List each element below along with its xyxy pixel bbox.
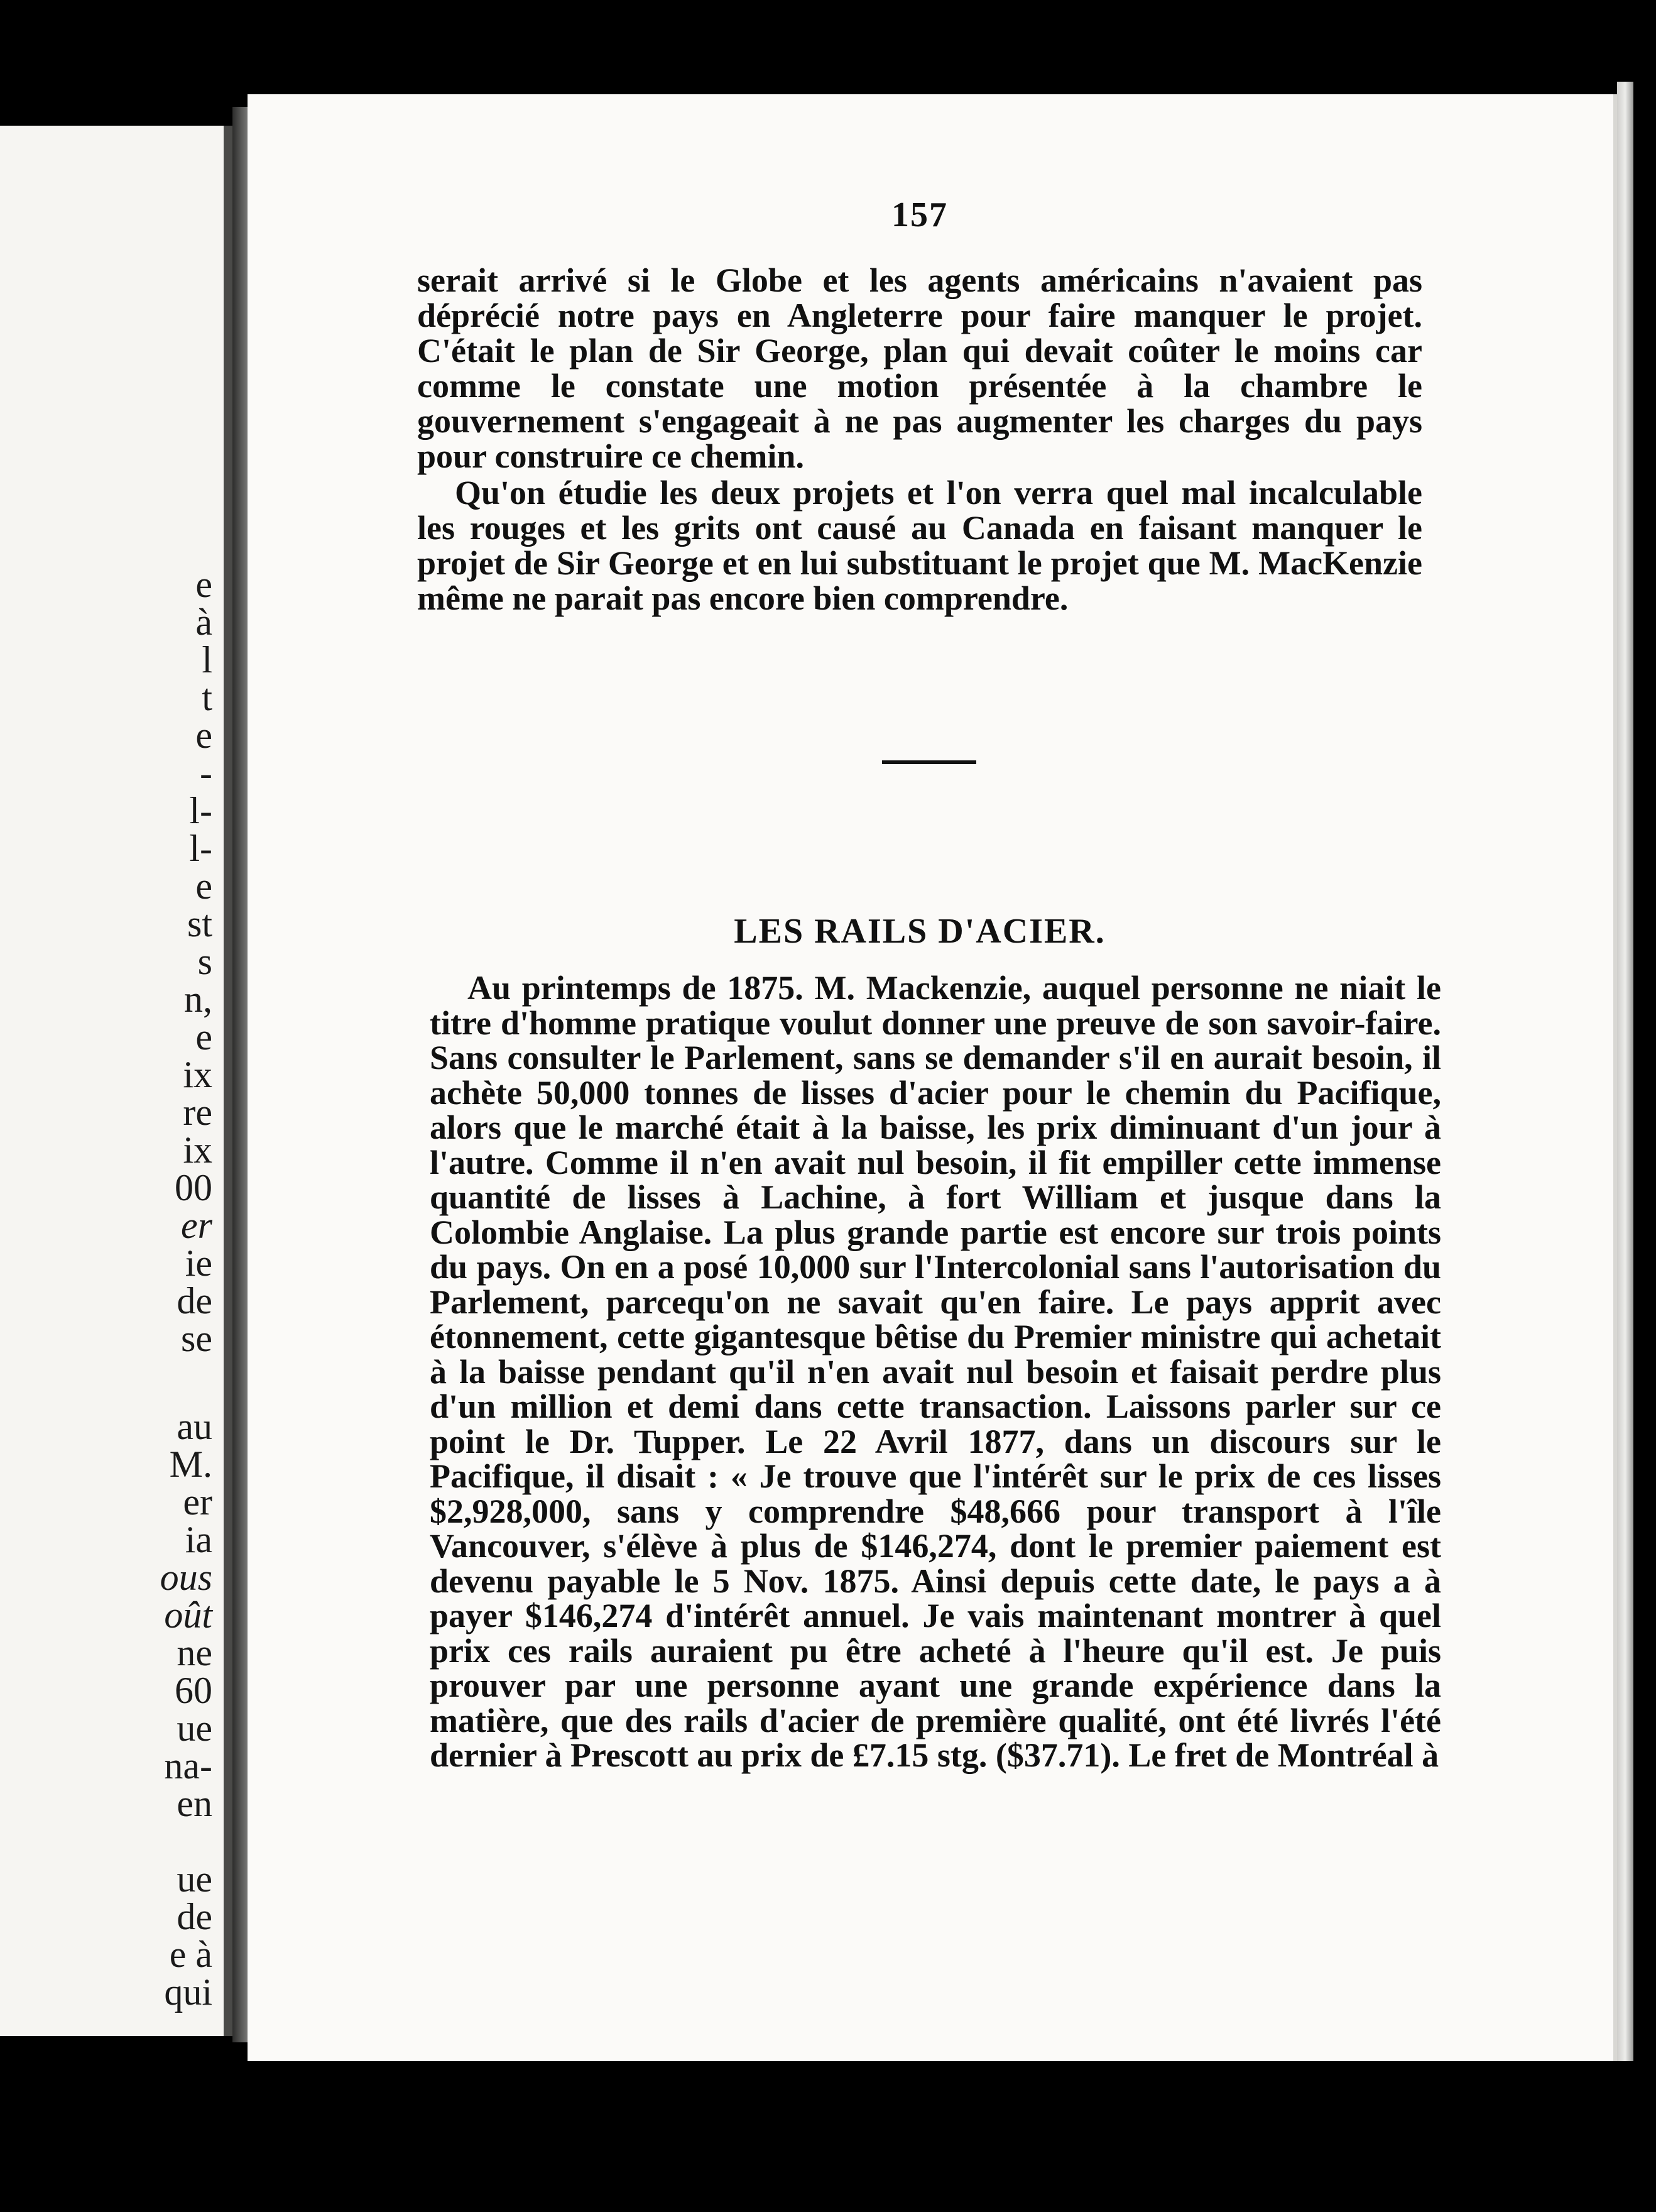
left-fragment: ix [183,1054,212,1095]
left-fragment: en [177,1783,212,1824]
left-fragment: - [200,752,212,794]
left-fragment: au [177,1406,212,1447]
left-fragment: ia [185,1519,212,1560]
left-fragment: st [187,903,212,944]
left-fragment: se [181,1318,212,1359]
left-fragment: M. [169,1443,212,1485]
left-fragment: na- [164,1745,212,1787]
left-fragment: t [202,677,212,718]
left-fragment: ue [177,1858,212,1900]
left-fragment: e [195,564,212,605]
left-fragment: 00 [175,1167,212,1208]
section-title: LES RAILS D'ACIER. [734,912,1106,951]
left-fragment: e [195,1016,212,1058]
left-fragment: ix [183,1129,212,1171]
left-fragment: e à [169,1934,212,1975]
page-number: 157 [891,195,948,234]
paragraph-2: Qu'on étudie les deux projets et l'on verra quel mal incalculable les rouges et les grits ont causé au Canada en faisant manquer le projet de Sir George et en lui substituant le projet que M. MacKenzie même ne parait pas encore bien comprendre. [417,474,1422,617]
left-fragment: er [181,1205,212,1246]
left-fragment: l [202,639,212,681]
left-fragment: s [197,941,212,982]
main-page [248,94,1617,2061]
page-edge [1617,82,1633,2061]
left-fragment: er [183,1481,212,1523]
left-fragment: ous [160,1557,212,1598]
left-fragment: oût [164,1594,212,1636]
left-fragment: ie [185,1242,212,1284]
left-fragment: de [177,1896,212,1937]
left-fragment: 60 [175,1670,212,1711]
left-page-fragment [0,126,232,2036]
left-fragment: ue [177,1707,212,1749]
section-divider [882,760,976,764]
left-fragment: e [195,865,212,907]
left-fragment: l- [189,828,212,869]
left-fragment: ne [177,1632,212,1673]
paragraph-3: Au printemps de 1875. M. Mackenzie, auquel personne ne niait le titre d'homme pratique voulut donner une preuve de son savoir-faire. Sans consulter le Parlement, sans se demander s'il en aurait besoin, il achète 50,000 tonnes de lisses d'acier pour le chemin du Pacifique, alors que le marché était à la baisse, les prix diminuant d'un jour à l'autre. Comme il n'en avait nul besoin, il fit empiller cette immense quantité de lisses à Lachine, à fort William et jusque dans la Colombie Anglaise. La plus grande partie est encore sur trois points du pays. On en a posé 10,000 sur l'Intercolonial sans l'autorisation du Parlement, parcequ'on ne savait qu'en faire. Le pays apprit avec étonnement, cette gigantesque bêtise du Premier ministre qui achetait à la baisse pendant qu'il n'en avait nul besoin et faisait perdre plus d'un million et demi dans cette transaction. Laissons parler sur ce point le Dr. Tupper. Le 22 Avril 1877, dans un discours sur le Pacifique, il disait : « Je trouve que l'intérêt sur le prix de ces lisses $2,928,000, sans y comprendre $48,666 pour transport à l'île Vancouver, s'élève à plus de $146,274, dont le premier paiement est devenu payable le 5 Nov. 1875. Ainsi depuis cette date, le pays a à payer $146,274 d'intérêt annuel. Je vais maintenant montrer à quel prix ces rails auraient pu être acheté à l'heure qu'il est. Je puis prouver par une personne ayant une grande expérience dans la matière, que des rails d'acier de première qualité, ont été livrés l'été dernier à Prescott au prix de £7.15 stg. ($37.71). Le fret de Montréal à [430,969,1441,1774]
left-fragment: de [177,1280,212,1322]
left-fragment: qui [164,1971,212,2013]
paragraph-1: serait arrivé si le Globe et les agents américains n'avaient pas déprécié notre pays en Angleterre pour faire manquer le projet. C'était le plan de Sir George, plan qui devait coûter le moins car comme le constate une motion présentée à la chambre le gouvernement s'engageait à ne pas augmenter les charges du pays pour construire ce chemin. [417,261,1422,475]
left-fragment: n, [184,978,212,1020]
left-fragment: à [195,601,212,643]
left-fragment: re [183,1092,212,1133]
left-fragment: e [195,715,212,756]
left-fragment: l- [189,790,212,831]
